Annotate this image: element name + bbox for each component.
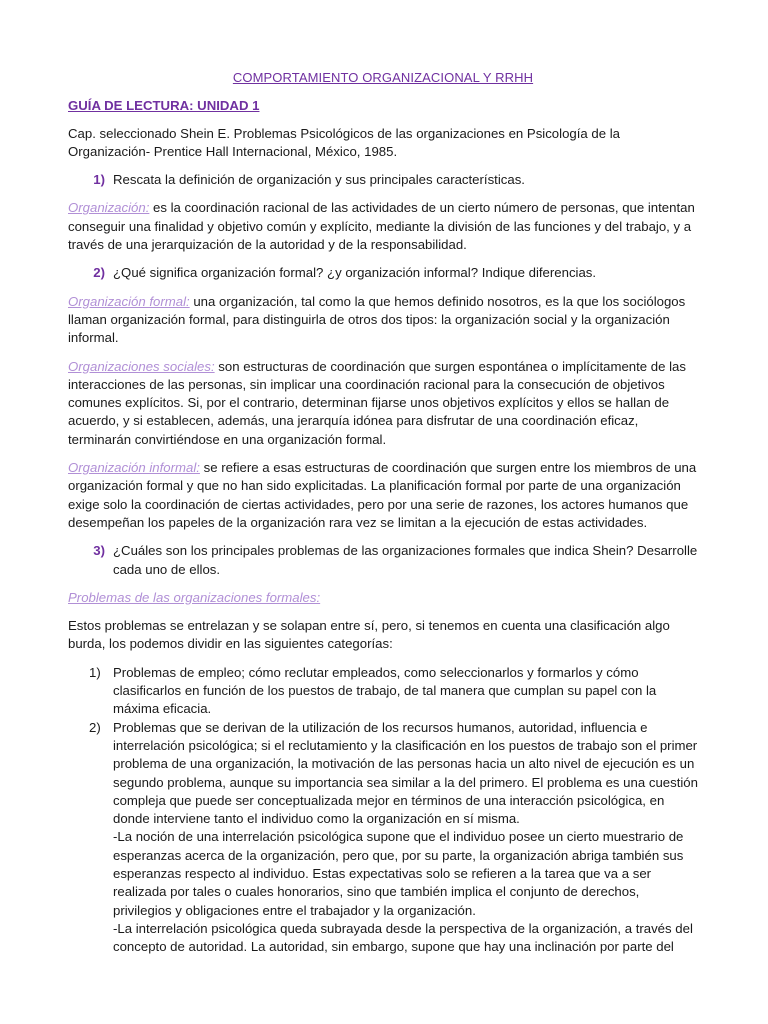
definition-text: una organización, tal como la que hemos definido nosotros, es la que los sociólogos llaman organización formal, para distinguirla de otros dos tipos: la organización social y la organización informal.	[68, 293, 686, 346]
list-item-text: Problemas que se derivan de la utilización de los recursos humanos, autoridad, influencia e interrelación psicológica; si el reclutamiento y la clasificación en los puestos de trabajo son el primer problema de una organización, la motivación de las personas hacia un alto nivel de ejecución es un segundo problema, aunque su importancia sea similar a la del primero. El problema es una cuestión compleja que puede ser conceptualizada mejor en términos de una interacción psicológica, en donde interviene tanto el individuo como la organización en sí misma.	[113, 719, 698, 827]
definition-text: son estructuras de coordinación que surgen espontánea o implícitamente de las interacciones de las personas, sin implicar una coordinación racional para la consecución de objetivos comunes explícitos. Si, por el contrario, determinan fijarse unos objetivos explícitos y ellos se hallan de acuerdo, y si establecen, además, una jerarquía idónea para disfrutar de una coordinación eficaz, terminarán convirtiéndose en una organización formal.	[68, 358, 686, 447]
definition-organizacion	[68, 199, 698, 254]
term-label: Organización formal:	[68, 293, 190, 309]
question-number: 3)	[93, 543, 105, 559]
intro-paragraph: Cap. seleccionado Shein E. Problemas Psicológicos de las organizaciones en Psicología de la Organización- Prentice Hall Internacional, México, 1985.	[68, 125, 621, 159]
list-item	[68, 719, 698, 957]
definition-sociales	[68, 358, 698, 449]
list-item-subpoint: -La interrelación psicológica queda subrayada desde la perspectiva de la organización, a través del concepto de autoridad. La autoridad, sin embargo, supone que hay una inclinación por parte del	[113, 920, 693, 955]
question-text: ¿Cuáles son los principales problemas de las organizaciones formales que indica Shein? Desarrolle cada uno de ellos.	[113, 543, 698, 577]
definition-formal	[68, 293, 698, 348]
question-3	[68, 542, 698, 579]
list-item	[68, 664, 698, 719]
term-label: Organización:	[68, 200, 150, 216]
question-text: Rescata la definición de organización y sus principales características.	[113, 172, 525, 188]
list-item-number: 1)	[89, 664, 101, 680]
question-number: 2)	[93, 265, 105, 281]
categories-list	[68, 664, 698, 957]
question-2	[68, 264, 698, 282]
question-number: 1)	[93, 172, 105, 188]
problemas-heading: Problemas de las organizaciones formales:	[68, 589, 321, 605]
list-item-number: 2)	[89, 719, 101, 735]
list-item-subpoint: -La noción de una interrelación psicológica supone que el individuo posee un cierto muestrario de esperanzas acerca de la organización, pero que, por su parte, la organización abriga también sus esperanzas respecto al individuo. Estas expectativas solo se refieren a la tarea que va a ser realizada por tales o cuales honorarios, sino que también implica el conjunto de derechos, privilegios y obligaciones entre el trabajador y la organización.	[113, 829, 684, 918]
document-title: COMPORTAMIENTO ORGANIZACIONAL Y RRHH	[232, 70, 534, 85]
problemas-intro: Estos problemas se entrelazan y se solapan entre sí, pero, si tenemos en cuenta una clasificación algo burda, los podemos dividir en las siguientes categorías:	[68, 618, 670, 652]
definition-text: se refiere a esas estructuras de coordinación que surgen entre los miembros de una organización formal y que no han sido explicitadas. La planificación formal por parte de una organización exige solo la coordinación de ciertas actividades, pero por una serie de razones, los actores humanos que desempeñan los papeles de la organización rara vez se limitan a la ejecución de estas actividades.	[68, 460, 697, 530]
question-1	[68, 171, 698, 189]
term-label: Organizaciones sociales:	[68, 358, 215, 374]
term-label: Organización informal:	[68, 460, 200, 476]
list-item-text: Problemas de empleo; cómo reclutar empleados, como seleccionarlos y formarlos y cómo clasificarlos en función de los puestos de trabajo, de tal manera que cumplan su papel con la máxima eficacia.	[113, 664, 657, 717]
document-subtitle: GUÍA DE LECTURA: UNIDAD 1	[68, 98, 260, 114]
definition-informal	[68, 459, 698, 532]
definition-text: es la coordinación racional de las actividades de un cierto número de personas, que intentan conseguir una finalidad y objetivo común y explícito, mediante la división de las funciones y del trabajo, y a través de una jerarquización de la autoridad y de la responsabilidad.	[68, 200, 695, 253]
list-item-body	[113, 719, 698, 957]
question-text: ¿Qué significa organización formal? ¿y organización informal? Indique diferencias.	[113, 265, 597, 281]
